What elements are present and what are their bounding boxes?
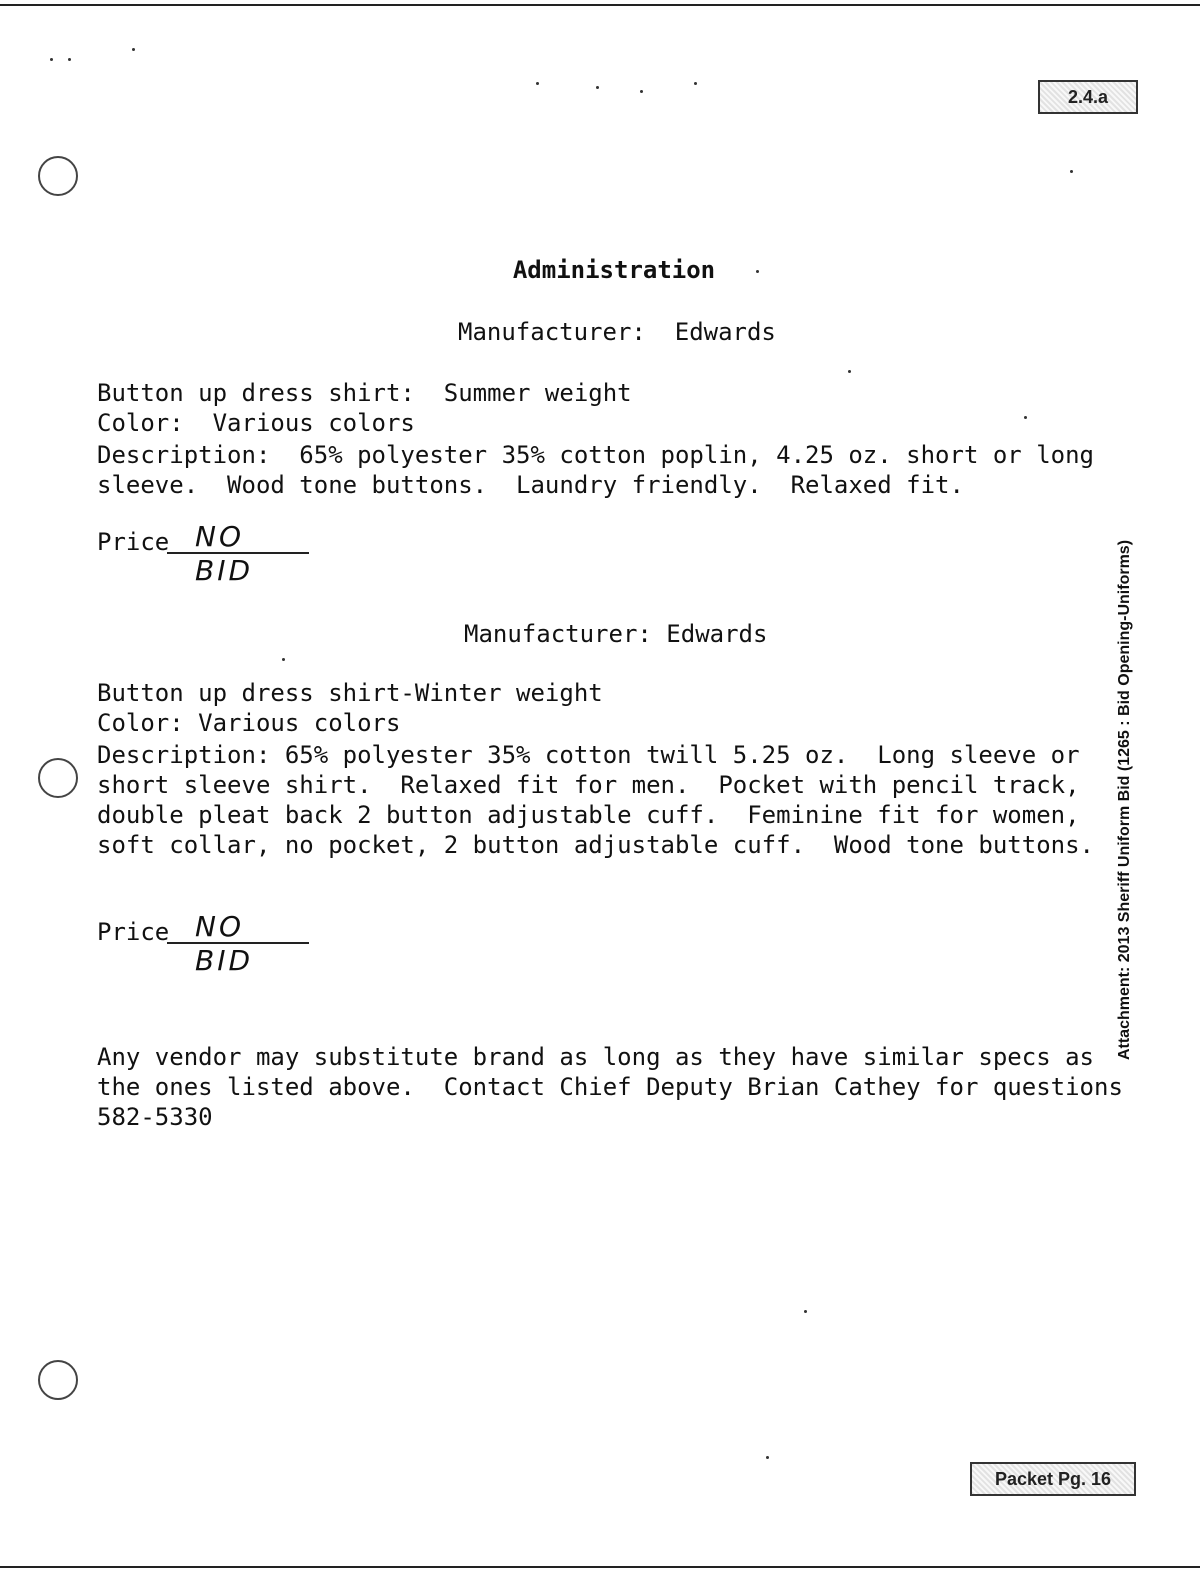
item-line: Color: Various colors — [97, 709, 401, 737]
scan-speck — [50, 58, 53, 61]
scan-speck — [596, 86, 599, 89]
manufacturer-line-2: Manufacturer: Edwards — [464, 620, 768, 648]
bottom-rule — [0, 1566, 1200, 1568]
scan-speck — [804, 1310, 807, 1313]
price-handwritten: NO BID — [167, 910, 309, 944]
reference-code-box: 2.4.a — [1038, 80, 1138, 114]
scan-speck — [694, 82, 697, 85]
item-line: Color: Various colors — [97, 409, 415, 437]
punch-hole-bottom — [38, 1360, 78, 1400]
manufacturer-line-1: Manufacturer: Edwards — [458, 318, 776, 346]
top-rule — [0, 4, 1200, 6]
item-line: double pleat back 2 button adjustable cuff. Feminine fit for women, — [97, 801, 1080, 829]
item-line: Button up dress shirt-Winter weight — [97, 679, 603, 707]
page-heading: Administration — [512, 256, 716, 284]
item-line: Description: 65% polyester 35% cotton twill 5.25 oz. Long sleeve or — [97, 741, 1080, 769]
item-line: sleeve. Wood tone buttons. Laundry friendly. Relaxed fit. — [97, 471, 964, 499]
scan-speck — [1024, 416, 1027, 419]
price-label: Price — [97, 528, 170, 556]
packet-page-box: Packet Pg. 16 — [970, 1462, 1136, 1496]
scan-speck — [282, 658, 285, 661]
vendor-note-line: Any vendor may substitute brand as long as they have similar specs as — [97, 1043, 1094, 1071]
scan-speck — [68, 58, 71, 61]
scan-speck — [1070, 170, 1073, 173]
scan-speck — [848, 370, 851, 373]
scan-speck — [766, 1456, 769, 1459]
scan-speck — [640, 90, 643, 93]
punch-hole-top — [38, 156, 78, 196]
punch-hole-middle — [38, 758, 78, 798]
item-line: soft collar, no pocket, 2 button adjustable cuff. Wood tone buttons. — [97, 831, 1094, 859]
vendor-note-line: 582-5330 — [97, 1103, 213, 1131]
vendor-note-line: the ones listed above. Contact Chief Deputy Brian Cathey for questions — [97, 1073, 1123, 1101]
attachment-side-label: Attachment: 2013 Sheriff Uniform Bid (1265 : Bid Opening-Uniforms) — [1116, 539, 1133, 1061]
item-line: Button up dress shirt: Summer weight — [97, 379, 632, 407]
price-label: Price — [97, 918, 170, 946]
scan-speck — [536, 82, 539, 85]
item-line: short sleeve shirt. Relaxed fit for men. Pocket with pencil track, — [97, 771, 1080, 799]
item-line: Description: 65% polyester 35% cotton poplin, 4.25 oz. short or long — [97, 441, 1094, 469]
scan-speck — [132, 48, 135, 51]
price-handwritten: NO BID — [167, 520, 309, 554]
